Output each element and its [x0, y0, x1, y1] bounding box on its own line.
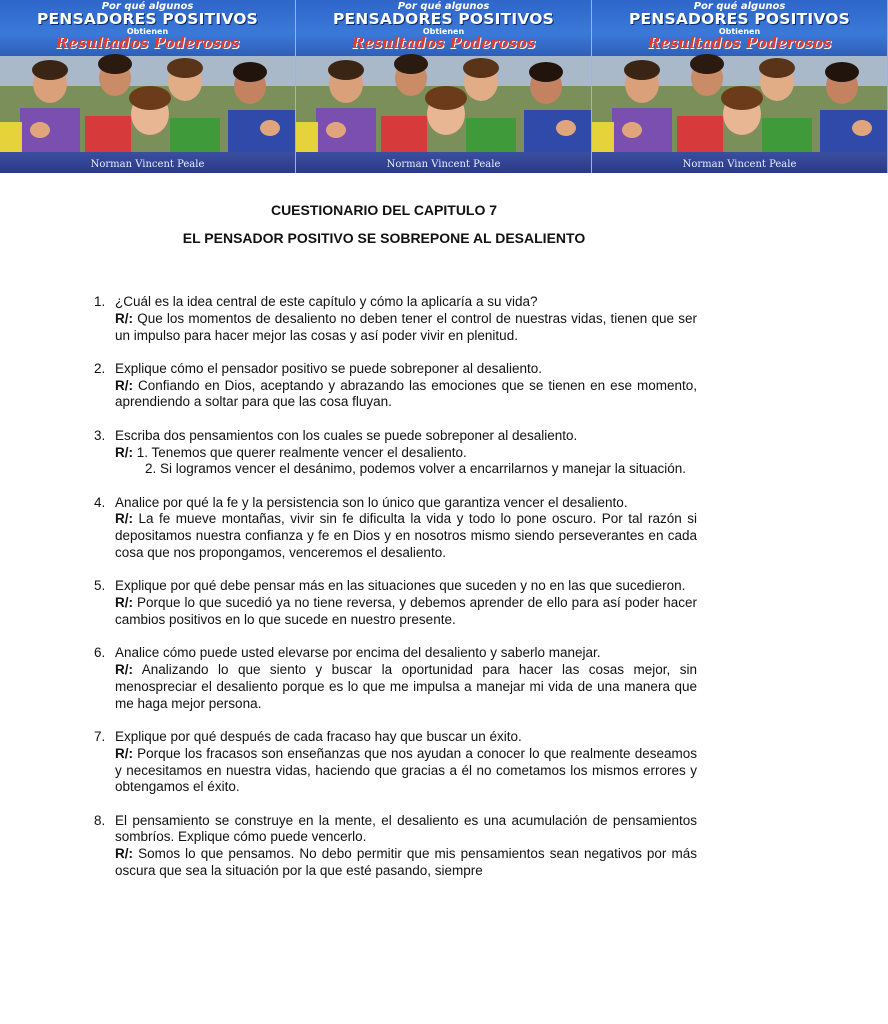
question-item [94, 813, 697, 880]
question-item [94, 361, 697, 411]
question-number: 4. [94, 494, 106, 510]
cover-title: PENSADORES POSITIVOS [36, 10, 259, 28]
question-text: Explique por qué debe pensar más en las situaciones que suceden y no en las que sucedieron. [115, 578, 686, 594]
question-number: 3. [94, 427, 106, 443]
question-item [94, 729, 697, 796]
answer-text: Porque lo que sucedió ya no tiene reversa, y debemos aprender de ello para así poder hacer cambios positivos en lo que sucede en nuestro presente. [115, 595, 697, 627]
question-text: Escriba dos pensamientos con los cuales se puede sobreponer al desaliento. [115, 427, 578, 443]
cover-author: Norman Vincent Peale [90, 159, 205, 170]
question-item [94, 428, 697, 478]
answer [115, 311, 697, 345]
question-number: 8. [94, 812, 106, 828]
cover-obtienen: Obtienen [126, 27, 169, 36]
cover-photo [0, 56, 295, 152]
question-number: 2. [94, 360, 106, 376]
cover-author: Norman Vincent Peale [386, 159, 501, 170]
answer-label: R/: [115, 310, 133, 326]
answer-text: Analizando lo que siento y buscar la oportunidad para hacer las cosas mejor, sin menospreciar el desaliento porque es lo que me impulsa a manejar mi vida de una manera que me haga mejor persona. [115, 662, 697, 711]
answer-text: Confiando en Dios, aceptando y abrazando las emociones que se tienen en ese momento, aprendiendo a soltar para que las cosa fluyan. [115, 377, 697, 410]
question-text: ¿Cuál es la idea central de este capítulo y cómo la aplicaría a su vida? [115, 294, 538, 309]
question-item [94, 578, 697, 628]
cover-kicker: Por qué algunos [397, 1, 490, 12]
answer-text: Que los momentos de desaliento no deben tener el control de nuestras vidas, tienen que ser un impulso para hacer mejor las cosas y así poder vivir en plenitud. [115, 310, 697, 343]
answer [115, 511, 697, 561]
question-number: 1. [94, 294, 106, 309]
book-cover [0, 0, 296, 173]
question-text: Explique cómo el pensador positivo se puede sobreponer al desaliento. [115, 360, 543, 376]
cover-subtitle: Resultados Poderosos [351, 34, 536, 52]
answer-label: R/: [115, 377, 133, 393]
cover-subtitle: Resultados Poderosos [55, 34, 240, 52]
question-item [94, 495, 697, 562]
question-list [94, 294, 697, 896]
answer-text: La fe mueve montañas, vivir sin fe dificulta la vida y todo lo pone oscuro. Por tal razón si depositamos nuestra confianza y fe en Dios y en nosotros mismo siendo perseverantes en cada cosa que nos propongamos, venceremos el desaliento. [115, 511, 697, 561]
cover-subtitle: Resultados Poderosos [647, 34, 832, 52]
book-cover [592, 0, 888, 173]
question-text: Analice cómo puede usted elevarse por encima del desaliento y saberlo manejar. [115, 645, 601, 661]
answer-label: R/: [115, 846, 133, 862]
answer [115, 846, 697, 880]
question-number: 6. [94, 645, 106, 661]
cover-kicker: Por qué algunos [693, 1, 786, 12]
answer-text: 1. Tenemos que querer realmente vencer el desaliento. [136, 444, 467, 460]
answer-text: Somos lo que pensamos. No debo permitir que mis pensamientos sean negativos por más oscura que sea la situación por la que esté pasando, siempre [115, 846, 697, 879]
cover-kicker: Por qué algunos [101, 1, 194, 12]
book-cover-banner [0, 0, 851, 173]
answer [115, 445, 697, 462]
question-item [94, 645, 697, 712]
book-cover [296, 0, 592, 173]
cover-author: Norman Vincent Peale [682, 159, 797, 170]
answer-label: R/: [115, 511, 133, 527]
question-number: 7. [94, 728, 106, 744]
answer [115, 662, 697, 712]
answer-label: R/: [115, 662, 133, 678]
answer-text: Porque los fracasos son enseñanzas que nos ayudan a conocer lo que realmente deseamos y necesitamos en nuestra vidas, haciendo que gracias a él no cometamos los mismos errores y obtengamos el éxito. [115, 745, 697, 795]
answer-label: R/: [115, 745, 133, 761]
question-text: Analice por qué la fe y la persistencia son lo único que garantiza vencer el desaliento. [115, 494, 628, 510]
cover-obtienen: Obtienen [422, 27, 465, 36]
cover-photo [592, 56, 887, 152]
question-number: 5. [94, 578, 106, 594]
answer-text: 2. Si logramos vencer el desánimo, podemos volver a encarrilarnos y manejar la situación. [145, 461, 687, 477]
cover-photo [296, 56, 591, 152]
question-item [94, 294, 697, 344]
cover-title: PENSADORES POSITIVOS [628, 10, 851, 28]
cover-title: PENSADORES POSITIVOS [332, 10, 555, 28]
question-text: Explique por qué después de cada fracaso hay que buscar un éxito. [115, 728, 522, 744]
answer-label: R/: [115, 595, 133, 611]
answer [115, 595, 697, 629]
answer [115, 746, 697, 796]
answer [115, 378, 697, 412]
question-text: El pensamiento se construye en la mente, el desaliento es una acumulación de pensamientos sombríos. Explique cómo puede vencerlo. [115, 812, 697, 845]
answer-label: R/: [115, 444, 133, 460]
document-subtitle: EL PENSADOR POSITIVO SE SOBREPONE AL DESALIENTO [182, 230, 586, 246]
document-title: CUESTIONARIO DEL CAPITULO 7 [270, 202, 498, 218]
cover-obtienen: Obtienen [718, 27, 761, 36]
